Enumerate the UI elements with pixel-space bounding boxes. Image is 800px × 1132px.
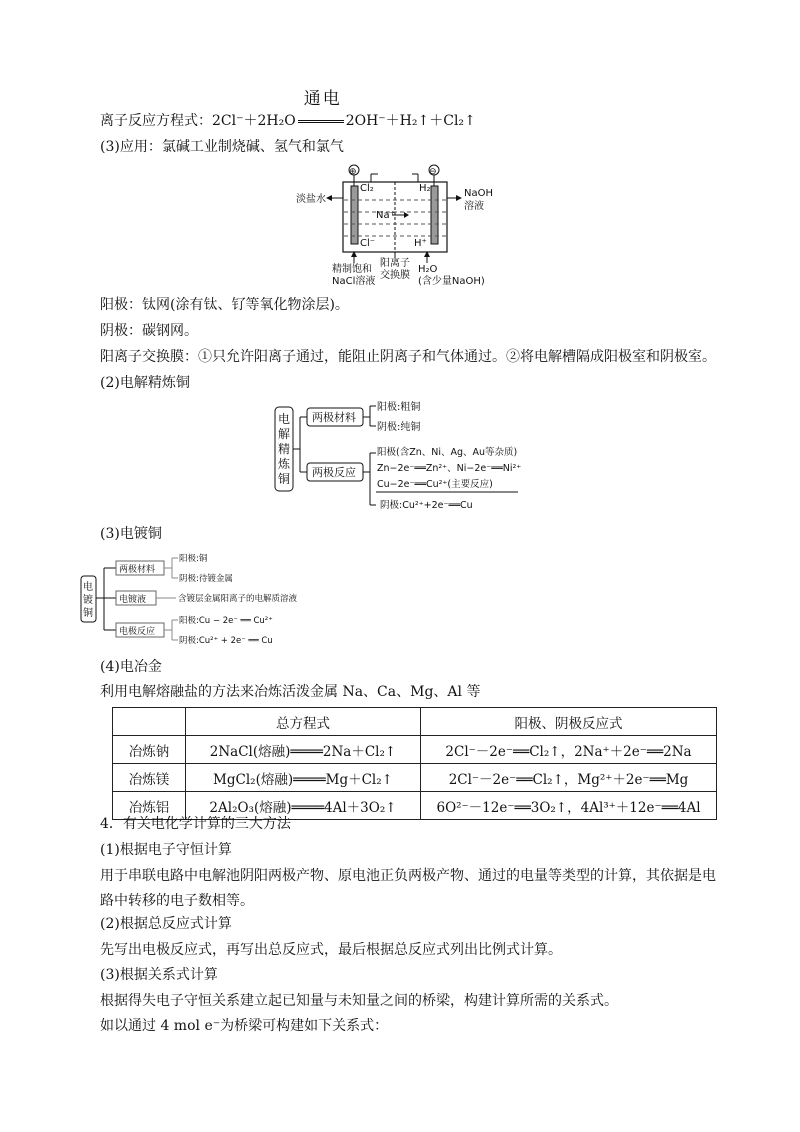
- table-header-row: [113, 708, 717, 736]
- refining-root-char-1: 解: [278, 427, 291, 441]
- copper-refining-diagram: [274, 397, 564, 517]
- table-cell: 冶炼镁: [113, 764, 186, 792]
- application-heading: (3)应用：氯碱工业制烧碱、氢气和氯气: [100, 139, 344, 155]
- chlor-alkali-cell-diagram: [296, 160, 506, 290]
- plating-cathode-reaction: 阴极:Cu²⁺ + 2e⁻ ══ Cu: [179, 636, 273, 646]
- naoh-label-2: 溶液: [464, 201, 484, 212]
- refining-root-char-3: 炼: [278, 457, 291, 471]
- method3-example: 如以通过 4 mol e⁻为桥梁可构建如下关系式：: [100, 1018, 389, 1034]
- water-in-label-2: (含少量NaOH): [418, 276, 485, 287]
- membrane-label-1: 阳离子: [380, 258, 410, 269]
- method3-text: 根据得失电子守恒关系建立起已知量与未知量之间的桥梁，构建计算所需的关系式。: [100, 993, 618, 1009]
- refining-root-char-4: 铜: [278, 472, 291, 486]
- anode-description: 阳极：钛网(涂有钛、钌等氧化物涂层)。: [100, 297, 349, 313]
- ion-equation-label: 离子反应方程式：: [100, 113, 212, 129]
- table-row: [113, 764, 717, 792]
- table-row: [113, 736, 717, 764]
- metallurgy-intro: 利用电解熔融盐的方法来冶炼活泼金属 Na、Ca、Mg、Al 等: [100, 684, 481, 700]
- plating-materials-label: 两极材料: [119, 565, 156, 575]
- plating-root-char-2: 铜: [83, 608, 93, 619]
- refining-cathode-reaction: 阴极:Cu²⁺+2e⁻══Cu: [380, 500, 473, 511]
- plating-bath-content: 含镀层金属阳离子的电解质溶液: [178, 594, 298, 604]
- membrane-description: 阳离子交换膜：①只允许阳离子通过，能阻止阴离子和气体通过。②将电解槽隔成阳极室和阴极室。: [100, 349, 716, 365]
- cl2-label: Cl₂: [360, 183, 374, 194]
- table-cell: 冶炼铝: [113, 792, 186, 820]
- table-cell: 6O²⁻－12e⁻══3O₂↑，4Al³⁺＋12e⁻══4Al: [421, 792, 717, 820]
- ion-equation-left: 2Cl⁻＋2H₂O: [212, 113, 296, 129]
- plating-cathode-material: 阴极:待镀金属: [179, 574, 233, 584]
- metallurgy-heading: (4)电冶金: [100, 659, 162, 675]
- table-header-cell: 阳极、阴极反应式: [421, 708, 717, 736]
- cathode-electrode: [431, 186, 438, 244]
- plating-anode-material: 阳极:铜: [179, 554, 208, 564]
- method3-title: (3)根据关系式计算: [100, 967, 218, 983]
- naoh-label-1: NaOH: [464, 188, 493, 199]
- refining-root-char-2: 精: [278, 442, 291, 456]
- table-header-cell: [113, 708, 186, 736]
- ion-equation-right: 2OH⁻＋H₂↑＋Cl₂↑: [345, 113, 476, 129]
- brine-in-label-1: 精制饱和: [332, 264, 372, 275]
- table-header-cell: 总方程式: [186, 708, 421, 736]
- table-cell: 冶炼钠: [113, 736, 186, 764]
- reaction-condition: [296, 89, 346, 131]
- brine-out-arrow-icon: [326, 195, 332, 201]
- plating-bath-label: 电镀液: [119, 595, 147, 605]
- h-ion-label: H⁺: [414, 238, 427, 249]
- metallurgy-table: [112, 707, 717, 820]
- refining-anode-reaction-title: 阳极(含Zn、Ni、Ag、Au等杂质): [377, 447, 518, 458]
- plating-root-char-0: 电: [83, 582, 93, 593]
- minus-sign: ⊖: [429, 167, 437, 177]
- na-ion-arrow-icon: [404, 212, 409, 218]
- table-cell: 2Cl⁻－2e⁻══Cl₂↑，Mg²⁺＋2e⁻══Mg: [421, 764, 717, 792]
- refining-anode-reaction-1: Zn−2e⁻══Zn²⁺、Ni−2e⁻══Ni²⁺: [377, 463, 522, 474]
- refining-heading: (2)电解精炼铜: [100, 375, 190, 391]
- naoh-out-arrow-icon: [456, 195, 462, 201]
- refining-reactions-label: 两极反应: [312, 466, 356, 479]
- brine-in-label-2: NaCl溶液: [332, 276, 376, 287]
- refining-root-char-0: 电: [278, 412, 291, 426]
- table-cell: 2NaCl(熔融)════2Na＋Cl₂↑: [186, 736, 421, 764]
- refining-materials-label: 两极材料: [312, 411, 356, 424]
- water-in-label-1: H₂O: [418, 264, 438, 275]
- method2-text: 先写出电极反应式，再写出总反应式，最后根据总反应式列出比例式计算。: [100, 942, 562, 958]
- plating-heading: (3)电镀铜: [100, 526, 162, 542]
- plating-reactions-label: 电极反应: [119, 627, 156, 637]
- copper-plating-diagram: [80, 548, 320, 648]
- refining-anode-reaction-2: Cu−2e⁻══Cu²⁺(主要反应): [377, 479, 493, 490]
- anode-electrode: [351, 186, 358, 244]
- equals-sign: [298, 120, 344, 123]
- h2-label: H₂: [419, 183, 431, 194]
- method2-title: (2)根据总反应式计算: [100, 916, 232, 932]
- cathode-description: 阴极：碳钢网。: [100, 323, 198, 339]
- method1-title: (1)根据电子守恒计算: [100, 842, 232, 858]
- table-cell: 2Al₂O₃(熔融)════4Al＋3O₂↑: [186, 792, 421, 820]
- ion-equation: [100, 89, 476, 131]
- plating-anode-reaction: 阳极:Cu − 2e⁻ ══ Cu²⁺: [179, 616, 273, 626]
- condition-electrolysis: 通电: [303, 89, 342, 109]
- table-cell: 2Cl⁻－2e⁻══Cl₂↑，2Na⁺＋2e⁻══2Na: [421, 736, 717, 764]
- membrane-label-2: 交换膜: [380, 270, 410, 281]
- na-ion-label: Na⁺: [376, 210, 395, 221]
- refining-cathode-material: 阴极:纯铜: [377, 422, 421, 433]
- plating-root-char-1: 镀: [83, 595, 93, 606]
- plus-sign: ⊕: [349, 167, 357, 177]
- method1-text: 用于串联电路中电解池阴阳两极产物、原电池正负两极产物、通过的电量等类型的计算，其依据是电路中转移的电子数相等。: [100, 868, 716, 909]
- section4-heading: 4．有关电化学计算的三大方法: [100, 816, 291, 832]
- refining-anode-material: 阳极:粗铜: [377, 402, 421, 413]
- dilute-brine-label: 淡盐水: [296, 194, 326, 205]
- table-cell: MgCl₂(熔融)════Mg＋Cl₂↑: [186, 764, 421, 792]
- cl-ion-label: Cl⁻: [360, 238, 376, 249]
